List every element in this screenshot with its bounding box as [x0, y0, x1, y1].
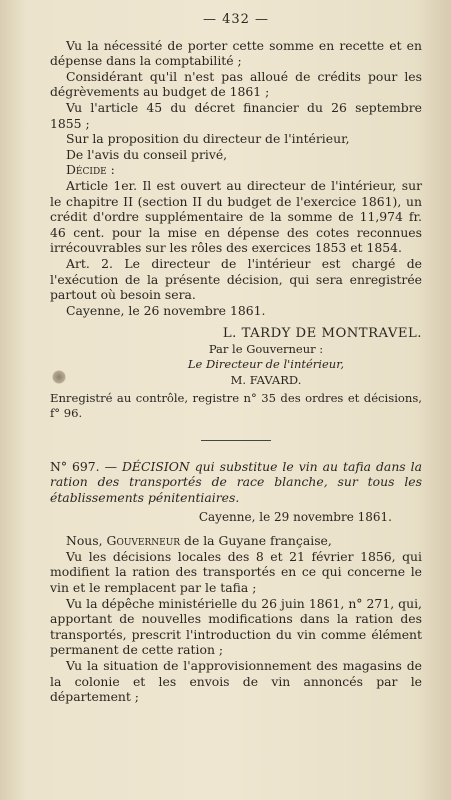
paragraph: Considérant qu'il n'est pas alloué de crédits pour les dégrèvements au budget de 1861 ; [50, 68, 422, 100]
signature-name: L. TARDY DE MONTRAVEL. [222, 326, 422, 342]
divider [201, 440, 271, 441]
signature-director: M. FAVARD. [230, 373, 302, 388]
paragraph: Vu la nécessité de porter cette somme en recette et en dépense dans la comptabilité ; [50, 37, 422, 69]
paragraph: Sur la proposition du directeur de l'intérieur, [66, 131, 350, 147]
decision-date: Cayenne, le 29 novembre 1861. [198, 509, 392, 524]
nous-prefix: Nous, [66, 533, 103, 549]
page-content [50, 12, 422, 705]
nous-rest: de la Guyane française, [184, 533, 332, 549]
paragraph: Vu les décisions locales des 8 et 21 février 1856, qui modifient la ration des transportés en ce qui concerne le vin et le remplacent par le tafia ; [50, 548, 422, 595]
signature-role: Le Directeur de l'intérieur, [187, 357, 345, 372]
paragraph: Vu la situation de l'approvisionnement des magasins de la colonie et les envois de vin annoncés par le département ; [50, 657, 422, 705]
article-2: Art. 2. Le directeur de l'intérieur est chargé de l'exécution de la présente décision, qui sera enregistrée partout où besoin sera. [50, 255, 422, 303]
date-place: Cayenne, le 26 novembre 1861. [66, 302, 266, 318]
article-1: Article 1er. Il est ouvert au directeur de l'intérieur, sur le chapitre II (section II du budget de l'exercice 1861), un crédit d'ordre supplémentaire de la somme de 11,974 fr. 46 cent. pour la mise en dépense des cotes reconnues irrécouvrables sur les rôles des exercices 1853 et 1854. [50, 177, 422, 256]
paragraph: Vu l'article 45 du décret financier du 26 septembre 1855 ; [50, 99, 422, 131]
decide-heading: Décide : [66, 162, 115, 178]
decision-heading [50, 459, 422, 506]
decision-number: N° 697. — [50, 458, 117, 474]
paragraph: De l'avis du conseil privé, [66, 146, 228, 162]
decision-title: DÉCISION qui substitue le vin au tafia dans la ration des transportés de race blanche, sur tous les établissements pénitentiaires. [50, 458, 422, 506]
nous-title: Gouverneur [106, 533, 181, 549]
page-number: — 432 — [202, 12, 270, 27]
signature-par: Par le Gouverneur : [208, 341, 324, 356]
paragraph: Vu la dépêche ministérielle du 26 juin 1861, n° 271, qui, apportant de nouvelles modifications dans la ration des transportés, prescrit l'introduction du vin comme élément permanent de cette ration ; [50, 595, 422, 658]
registration-note: Enregistré au contrôle, registre n° 35 des ordres et décisions, f° 96. [50, 390, 422, 421]
nous-line [50, 533, 422, 549]
